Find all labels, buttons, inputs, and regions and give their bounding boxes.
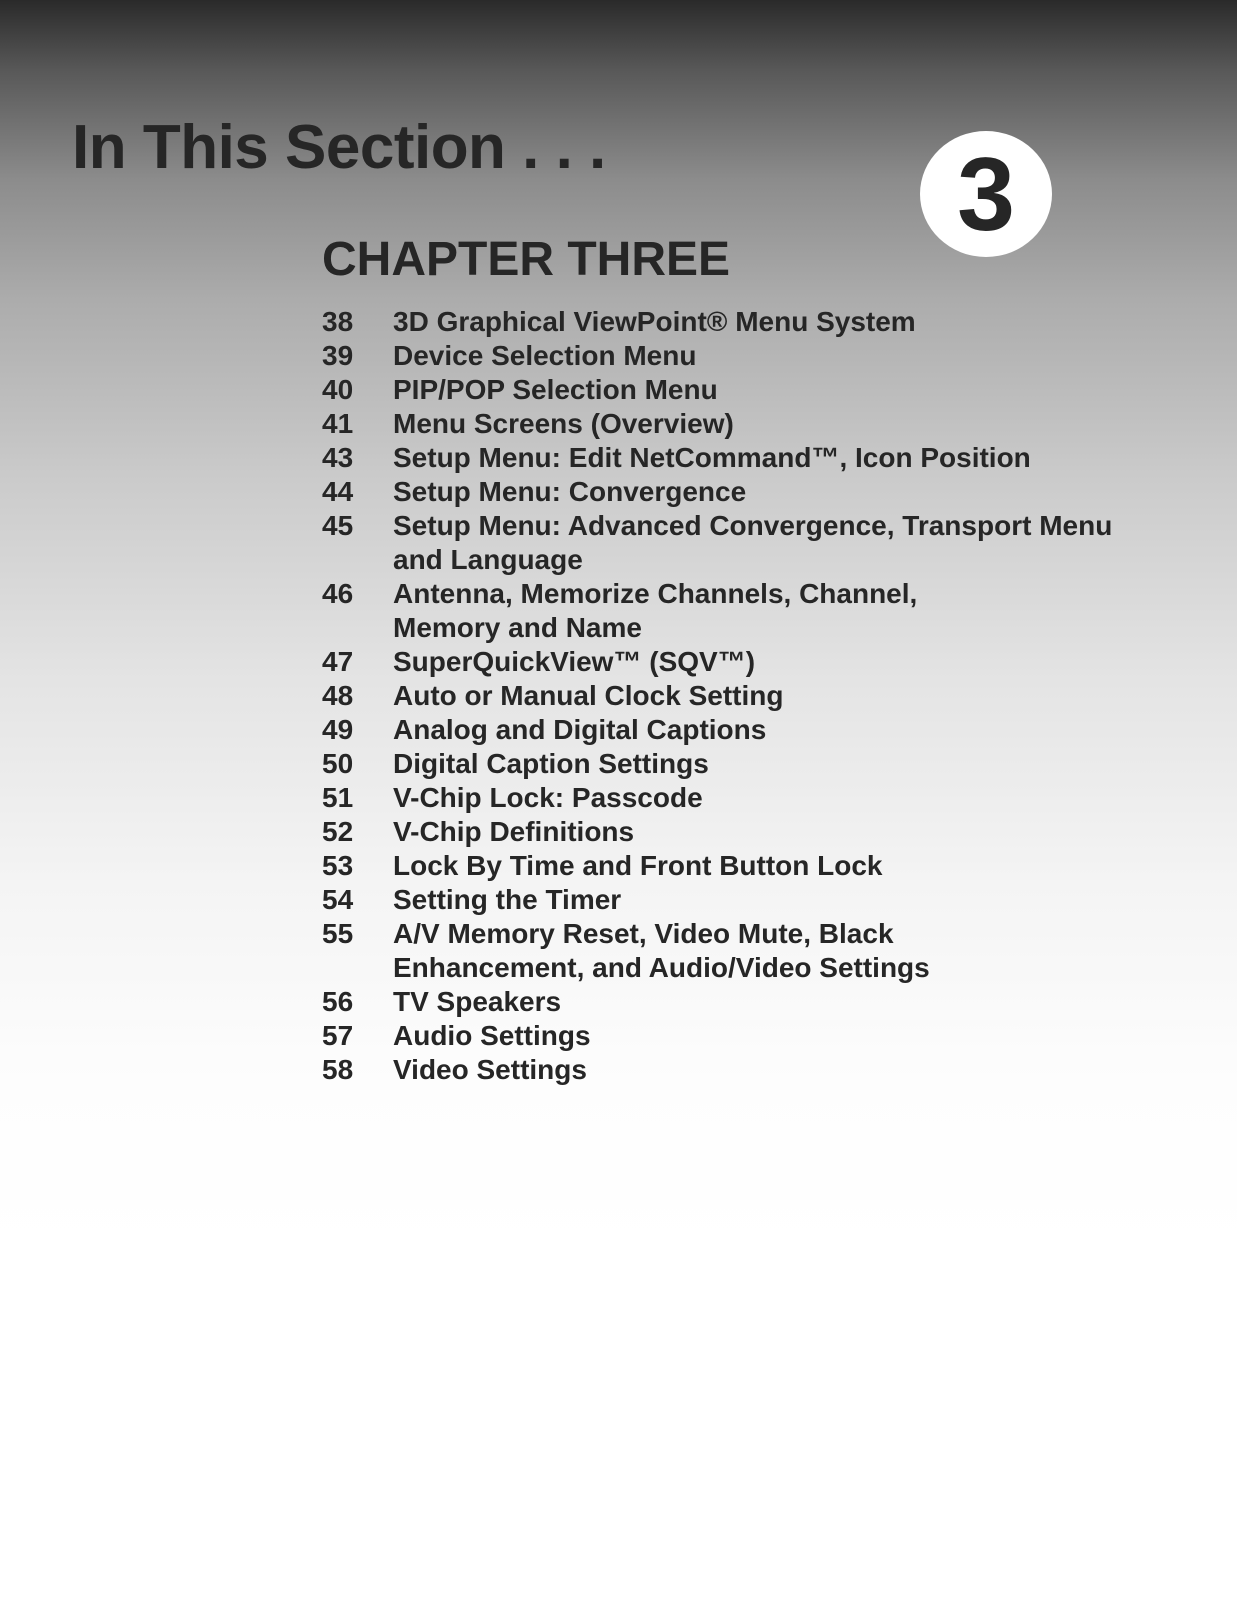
toc-entry-title: Menu Screens (Overview) — [393, 408, 734, 439]
toc-entry-title: SuperQuickView™ (SQV™) — [393, 646, 756, 677]
toc-entry — [322, 475, 1202, 509]
toc-entry — [322, 713, 1202, 747]
toc-page-number: 47 — [322, 646, 354, 677]
toc-page-number: 53 — [322, 850, 354, 881]
toc-entry-title: Setup Menu: Convergence — [393, 476, 747, 507]
toc-entry-title: Auto or Manual Clock Setting — [393, 680, 784, 711]
toc-page-number: 40 — [322, 374, 354, 405]
toc-page-number: 52 — [322, 816, 354, 847]
toc-entry-title: Setting the Timer — [393, 884, 622, 915]
toc-entry — [322, 781, 1202, 815]
toc-page-number: 48 — [322, 680, 354, 711]
toc-page-number: 49 — [322, 714, 354, 745]
toc-entry-title: Device Selection Menu — [393, 340, 697, 371]
toc-entry — [322, 815, 1202, 849]
toc-entry — [322, 407, 1202, 441]
toc-entry — [322, 883, 1202, 917]
toc-entry-title: V-Chip Definitions — [393, 816, 635, 847]
toc-entry-title: V-Chip Lock: Passcode — [393, 782, 703, 813]
toc-page-number: 41 — [322, 408, 354, 439]
toc-entry — [322, 339, 1202, 373]
toc-entry-title: Antenna, Memorize Channels, Channel, — [393, 578, 918, 609]
toc-entry — [322, 1053, 1202, 1087]
toc-entry-title: Video Settings — [393, 1054, 587, 1085]
toc-page-number: 56 — [322, 986, 354, 1017]
toc-entry — [322, 373, 1202, 407]
chapter-number: 3 — [957, 137, 1015, 253]
toc-page-number: 45 — [322, 510, 354, 541]
toc-page-number: 50 — [322, 748, 354, 779]
toc-entry — [322, 917, 1202, 985]
toc-entry — [322, 679, 1202, 713]
toc-page-number: 39 — [322, 340, 354, 371]
chapter-number-badge — [920, 131, 1052, 257]
toc-page-number: 43 — [322, 442, 354, 473]
toc-entry-title: PIP/POP Selection Menu — [393, 374, 718, 405]
toc-entry-title: Audio Settings — [393, 1020, 591, 1051]
toc-entry — [322, 645, 1202, 679]
toc-entry — [322, 441, 1202, 475]
section-title: In This Section . . . — [72, 113, 606, 182]
toc-entry-title: Analog and Digital Captions — [393, 714, 767, 745]
toc-entry — [322, 577, 1202, 645]
toc-entry — [322, 509, 1202, 577]
toc-page-number: 44 — [322, 476, 354, 507]
toc-page-number: 51 — [322, 782, 354, 813]
toc-entry-title: 3D Graphical ViewPoint® Menu System — [393, 306, 916, 337]
toc-entry — [322, 305, 1202, 339]
toc-page-number: 55 — [322, 918, 354, 949]
toc-entry — [322, 985, 1202, 1019]
toc-page-number: 38 — [322, 306, 354, 337]
toc-entry-title: Digital Caption Settings — [393, 748, 709, 779]
toc-entry — [322, 747, 1202, 781]
toc-page-number: 54 — [322, 884, 354, 915]
toc-entry-title: TV Speakers — [393, 986, 562, 1017]
toc-page-number: 58 — [322, 1054, 354, 1085]
toc-entry — [322, 849, 1202, 883]
toc-entry-title: and Language — [393, 544, 583, 575]
chapter-title: CHAPTER THREE — [322, 233, 731, 286]
toc-page-number: 46 — [322, 578, 354, 609]
toc-entry-title: Setup Menu: Edit NetCommand™, Icon Position — [393, 442, 1031, 473]
toc-entry-title: Enhancement, and Audio/Video Settings — [393, 952, 930, 983]
toc-entry-title: Lock By Time and Front Button Lock — [393, 850, 883, 881]
toc-page-number: 57 — [322, 1020, 354, 1051]
table-of-contents — [322, 305, 1202, 1087]
toc-entry-title: A/V Memory Reset, Video Mute, Black — [393, 918, 894, 949]
toc-entry — [322, 1019, 1202, 1053]
toc-entry-title: Memory and Name — [393, 612, 642, 643]
toc-entry-title: Setup Menu: Advanced Convergence, Transport Menu — [393, 510, 1113, 541]
